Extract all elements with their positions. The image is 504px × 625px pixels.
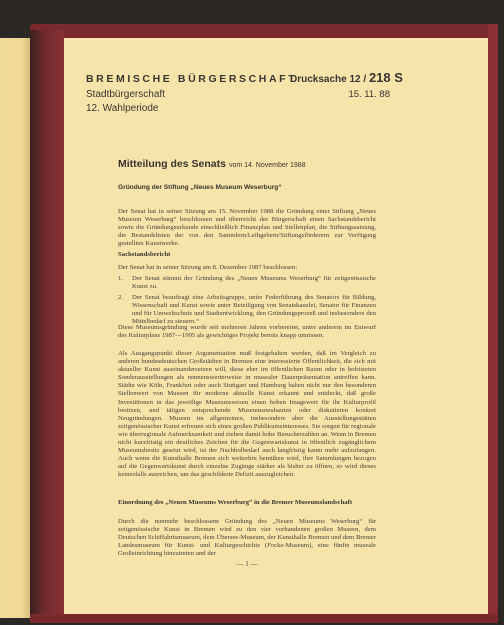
document-subject: Gründung der Stiftung „Neues Museum Weserburg“ <box>118 184 282 191</box>
drucksache-label: Drucksache 12 / <box>290 74 367 85</box>
document-date: 15. 11. 88 <box>348 89 390 100</box>
document-title <box>118 158 306 170</box>
list-item-number: 2. <box>118 294 124 301</box>
title-main: Mitteilung des Senats <box>118 158 226 170</box>
left-page-edge <box>0 38 30 618</box>
document-reference <box>290 70 403 100</box>
chamber-name: Stadtbürgerschaft <box>86 89 165 100</box>
page-number: — 1 — <box>236 560 258 568</box>
legislative-period: 12. Wahlperiode <box>86 103 159 114</box>
list-item-text: Der Senat stimmt der Gründung des „Neuen Museums Weserburg“ für zeitgenössische Kunst zu. <box>132 275 376 291</box>
organization-name: BREMISCHE BÜRGERSCHAFT <box>86 73 298 85</box>
binder-cover-top <box>30 24 496 38</box>
binder-cover-right <box>488 24 498 622</box>
title-date: vom 14. November 1988 <box>228 162 306 169</box>
list-item <box>118 294 376 326</box>
paragraph-argument: Als Ausgangspunkt dieser Argumentation muß festgehalten werden, daß im Vergleich zu anderen bundesdeutschen Großstädten in Bremen eine interessierte Öffentlichkeit, die sich mit aktueller Kunst auseinandersetzen will, diese eher im öffentlichen Raum oder in befristeten Sonderausstellungen als nennenswerterweise in musealer Dauerpräsentation antreffen kann. Städte wie Köln, Frankfurt oder auch Stuttgart und Hamburg haben nicht nur den besonderen Stellenwert von Museen für moderne aktuelle Kunst erkannt und entdeckt, daß große Investitionen in das jeweilige Museumswesen einen hohen Imagewert für ihr Kulturprofil besitzen, und tätigen entsprechende Museumsneubauten oder diskutieren konkret Neugründungen. Museen im allgemeinen, insbesondere aber die Ausstellungsstätten zeitgenössischer Kunst erfreuen sich eines großen Publikumsinteresses. Sie sorgen für regionale wie überregionale Aufmerksamkeit und ziehen damit hohe Besucherzahlen an. Wenn in Bremen nicht kurzfristig ein deutliches Zeichen für die Gegenwartskunst in öffentlich zugänglichem Museumsbesitz gesetzt wird, ist der Nachholbedarf auch langfristig kaum mehr aufzufangen. Auch wenn die Kunsthalle Bremen sich weiterhin bemühen wird, ihre Sammlungen bezogen auf die Gegenwartskunst durch einzelne Zugänge stärker als bisher zu öffnen, so wird dieses keinesfalls ausreichen, um das geschilderte Defizit auszugleichen. <box>118 350 376 479</box>
document-header <box>86 73 297 116</box>
list-item-text: Der Senat beauftragt eine Arbeitsgruppe, unter Federführung des Senators für Bildung, Wissenschaft und Kunst sowie unter Beteiligung von Senatskanzlei, Senator für Finanzen und für Umweltschutz und Stadtentwicklung, den Gründungsprozeß und insbesondere den Mittelbedarf zu steuern.“ <box>132 294 376 326</box>
list-item <box>118 275 376 291</box>
section-heading-sachstand: Sachstandsbericht <box>118 251 171 258</box>
binder-spine <box>30 30 64 618</box>
paragraph-intro: Der Senat hat in seiner Sitzung am 15. November 1988 die Gründung einer Stiftung „Neues Museum Weserburg“ beschlossen und überreicht der Bürgerschaft einen Sachstandsbericht sowie die Gründungsurkunde einschließlich Finanzplan und Stellenplan, die Stiftungssatzung, die Bestandslisten der von den Sammlern/Leihgebern/Stiftungsförderern zur Verfügung gestellten Kunstwerke. <box>118 208 376 248</box>
paragraph-museum-landscape: Durch die nunmehr beschlossene Gründung des „Neuen Museums Weserburg“ für zeitgenössische Kunst in Bremen wird zu den vier vorhandenen großen Museen, dem Deutschen Schiffahrtsmuseum, dem Übersee-Museum, der Kunsthalle Bremen und dem Bremer Landesmuseum für Kunst- und Kulturgeschichte (Focke-Museum), eine fünfte museale Großeinrichtung hinzutreten und der <box>118 518 376 558</box>
section-heading-einordnung: Einordnung des „Neuen Museums Weserburg“ in die Bremer Museumslandschaft <box>118 499 353 506</box>
drucksache-number: 218 S <box>368 70 403 85</box>
binder-cover-bottom <box>30 614 498 623</box>
paragraph-preparation: Diese Museumsgründung wurde seit mehreren Jahren vorbereitet, unter anderem im Entwurf des Kulturplans 1987—1995 als gewichtiges Projekt bereits knapp umrissen. <box>118 324 376 340</box>
drucksache-line <box>290 70 403 85</box>
list-item-number: 1. <box>118 275 124 282</box>
paragraph-decision-intro: Der Senat hat in seiner Sitzung am 8. Dezember 1987 beschlossen: <box>118 264 298 271</box>
